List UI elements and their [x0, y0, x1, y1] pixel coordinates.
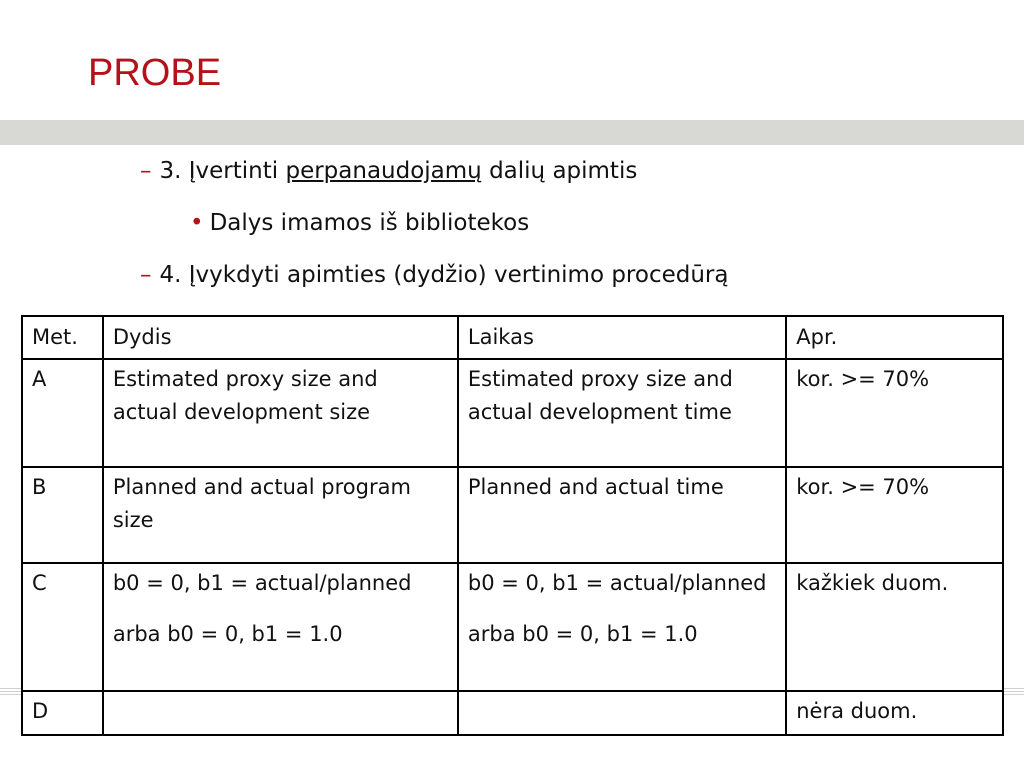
cell-dydis [103, 359, 458, 467]
dash-bullet-icon: – [140, 262, 152, 288]
table-header-row [22, 316, 1003, 359]
table-row [22, 563, 1003, 691]
dot-bullet-icon: • [190, 210, 204, 236]
cell-laikas [458, 359, 786, 467]
bullet-step-4-text: 4. Įvykdyti apimties (dydžio) vertinimo procedūrą [159, 262, 729, 288]
column-header-apr: Apr. [786, 316, 1003, 359]
cell-text: b0 = 0, b1 = actual/planned [112, 571, 412, 595]
cell-text: Planned and actual program size [112, 475, 411, 532]
bullet-step-3-prefix: 3. Įvertinti [159, 158, 286, 184]
cell-text: Estimated proxy size and actual development time [467, 367, 733, 424]
cell-dydis [103, 467, 458, 563]
sub-bullet-library-text: Dalys imamos iš bibliotekos [209, 210, 530, 236]
bullet-step-3 [140, 158, 637, 184]
cell-met: D [22, 691, 103, 735]
bullet-step-3-underlined: perpanaudojamų [285, 158, 482, 184]
cell-apr: nėra duom. [786, 691, 1003, 735]
cell-laikas [458, 691, 786, 735]
cell-text: Planned and actual time [467, 475, 724, 499]
column-header-dydis: Dydis [103, 316, 458, 359]
cell-text: arba b0 = 0, b1 = 1.0 [467, 622, 698, 646]
cell-dydis [103, 563, 458, 691]
table-row [22, 359, 1003, 467]
dash-bullet-icon: – [140, 158, 152, 184]
cell-apr: kor. >= 70% [786, 467, 1003, 563]
bullet-step-4 [140, 262, 728, 288]
column-header-met: Met. [22, 316, 103, 359]
cell-text: b0 = 0, b1 = actual/planned [467, 571, 767, 595]
sub-bullet-library [190, 210, 529, 236]
cell-dydis [103, 691, 458, 735]
table-row [22, 691, 1003, 735]
table-row [22, 467, 1003, 563]
column-header-laikas: Laikas [458, 316, 786, 359]
cell-met: C [22, 563, 103, 691]
cell-laikas [458, 467, 786, 563]
cell-met: A [22, 359, 103, 467]
cell-apr: kor. >= 70% [786, 359, 1003, 467]
cell-text: Estimated proxy size and actual development size [112, 367, 378, 424]
probe-methods-table [21, 315, 1004, 736]
slide-title: PROBE [88, 52, 222, 94]
bullet-step-3-suffix: dalių apimtis [481, 158, 638, 184]
cell-met: B [22, 467, 103, 563]
title-divider-band [0, 120, 1024, 145]
cell-text: arba b0 = 0, b1 = 1.0 [112, 622, 343, 646]
cell-laikas [458, 563, 786, 691]
cell-apr: kažkiek duom. [786, 563, 1003, 691]
